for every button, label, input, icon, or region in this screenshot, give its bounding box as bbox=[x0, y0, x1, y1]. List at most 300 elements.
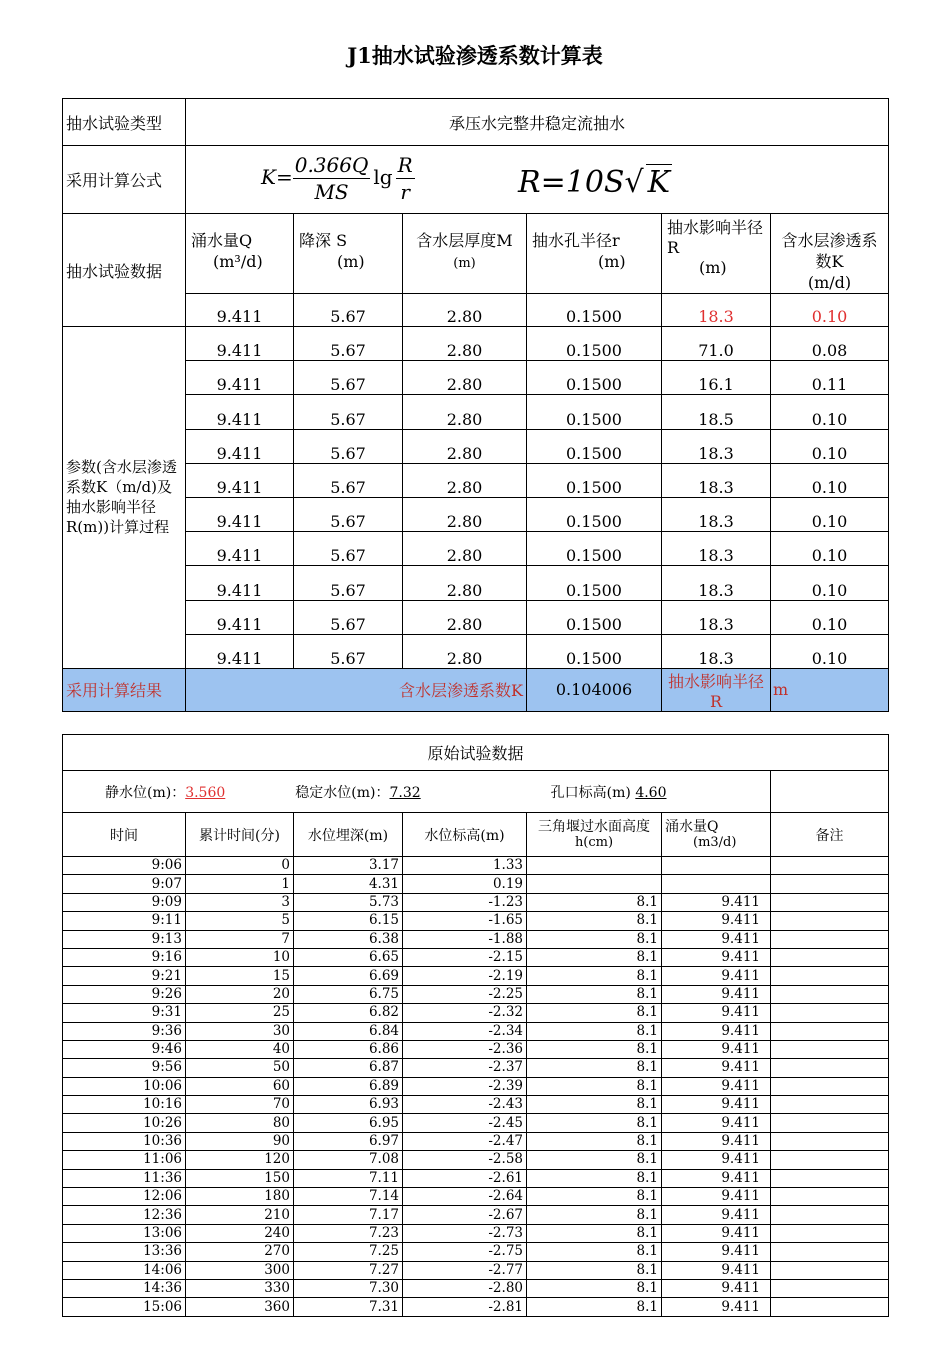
raw-cell: 9:56 bbox=[63, 1059, 186, 1077]
raw-cell: 13:06 bbox=[63, 1224, 186, 1242]
raw-cell: 8.1 bbox=[527, 967, 662, 985]
raw-cell: 9:09 bbox=[63, 893, 186, 911]
raw-row bbox=[63, 1132, 889, 1150]
iter-cell: 18.3 bbox=[662, 532, 771, 566]
raw-cell: 9:16 bbox=[63, 948, 186, 966]
raw-cell: 8.1 bbox=[527, 1279, 662, 1297]
header-q: 涌水量Q (m³/d) bbox=[186, 214, 294, 294]
iter-cell: 0.1500 bbox=[527, 566, 662, 600]
col-elapsed: 累计时间(分) bbox=[186, 813, 294, 857]
raw-row bbox=[63, 1243, 889, 1261]
raw-note-cell bbox=[771, 1224, 889, 1242]
iter-cell: 9.411 bbox=[186, 463, 294, 497]
formula-r: R=10S√ K bbox=[518, 165, 671, 200]
iter-cell: 9.411 bbox=[186, 566, 294, 600]
raw-cell: 10:36 bbox=[63, 1132, 186, 1150]
raw-cell: 9.411 bbox=[662, 1224, 771, 1242]
raw-cell: 8.1 bbox=[527, 1298, 662, 1316]
col-time: 时间 bbox=[63, 813, 186, 857]
raw-cell: 8.1 bbox=[527, 1261, 662, 1279]
raw-cell: -2.15 bbox=[403, 948, 527, 966]
raw-row bbox=[63, 1151, 889, 1169]
raw-cell: 8.1 bbox=[527, 1114, 662, 1132]
iter-cell: 9.411 bbox=[186, 327, 294, 361]
raw-cell: 360 bbox=[186, 1298, 294, 1316]
raw-cell: -2.34 bbox=[403, 1022, 527, 1040]
header-m: 含水层厚度M (m) bbox=[403, 214, 527, 294]
raw-cell: 60 bbox=[186, 1077, 294, 1095]
raw-cell: -2.67 bbox=[403, 1206, 527, 1224]
raw-cell: 9.411 bbox=[662, 1298, 771, 1316]
raw-cell: 8.1 bbox=[527, 1132, 662, 1150]
iter-cell: 2.80 bbox=[403, 395, 527, 429]
raw-cell: 6.82 bbox=[294, 1004, 403, 1022]
raw-cell: 80 bbox=[186, 1114, 294, 1132]
raw-row bbox=[63, 985, 889, 1003]
raw-row bbox=[63, 1169, 889, 1187]
raw-cell: 6.95 bbox=[294, 1114, 403, 1132]
raw-cell: 9:07 bbox=[63, 875, 186, 893]
raw-note-cell bbox=[771, 1040, 889, 1058]
raw-cell: 8.1 bbox=[527, 1224, 662, 1242]
header-r: 抽水孔半径r (m) bbox=[527, 214, 662, 294]
raw-cell: 7.27 bbox=[294, 1261, 403, 1279]
raw-cell: 9.411 bbox=[662, 1132, 771, 1150]
raw-title: 原始试验数据 bbox=[63, 735, 889, 771]
raw-cell: 9.411 bbox=[662, 1261, 771, 1279]
test-type-value: 承压水完整井稳定流抽水 bbox=[186, 99, 889, 146]
iter-cell: 0.1500 bbox=[527, 327, 662, 361]
iter-cell: 18.3 bbox=[662, 566, 771, 600]
raw-cell: 330 bbox=[186, 1279, 294, 1297]
raw-row bbox=[63, 875, 889, 893]
iter-row bbox=[63, 634, 889, 668]
raw-note-cell bbox=[771, 912, 889, 930]
iter-cell: 9.411 bbox=[186, 532, 294, 566]
iter-cell: 5.67 bbox=[294, 600, 403, 634]
blank-cell bbox=[771, 771, 889, 813]
raw-cell: 8.1 bbox=[527, 1188, 662, 1206]
raw-row bbox=[63, 1096, 889, 1114]
raw-cell: 9:06 bbox=[63, 857, 186, 875]
raw-cell: 15 bbox=[186, 967, 294, 985]
raw-cell: 10:06 bbox=[63, 1077, 186, 1095]
col-weir: 三角堰过水面高度 h(cm) bbox=[527, 813, 662, 857]
raw-row bbox=[63, 857, 889, 875]
raw-cell: 8.1 bbox=[527, 1059, 662, 1077]
raw-cell: 9.411 bbox=[662, 1188, 771, 1206]
iter-cell: 2.80 bbox=[403, 600, 527, 634]
raw-cell: 6.38 bbox=[294, 930, 403, 948]
raw-cell: 6.84 bbox=[294, 1022, 403, 1040]
raw-cell: 11:06 bbox=[63, 1151, 186, 1169]
raw-cell: 30 bbox=[186, 1022, 294, 1040]
raw-cell: 270 bbox=[186, 1243, 294, 1261]
raw-cell: 8.1 bbox=[527, 1004, 662, 1022]
col-note: 备注 bbox=[771, 813, 889, 857]
col-depth: 水位埋深(m) bbox=[294, 813, 403, 857]
iter-cell: 5.67 bbox=[294, 497, 403, 531]
raw-cell: 4.31 bbox=[294, 875, 403, 893]
iter-cell: 18.3 bbox=[662, 634, 771, 668]
iter-cell: 0.11 bbox=[771, 361, 889, 395]
raw-cell: -1.88 bbox=[403, 930, 527, 948]
iter-cell: 0.10 bbox=[771, 600, 889, 634]
formula-label: 采用计算公式 bbox=[63, 146, 186, 214]
raw-row bbox=[63, 948, 889, 966]
raw-cell: 9.411 bbox=[662, 893, 771, 911]
raw-cell: 90 bbox=[186, 1132, 294, 1150]
iter-row bbox=[63, 429, 889, 463]
raw-cell: 8.1 bbox=[527, 948, 662, 966]
data-m: 2.80 bbox=[403, 294, 527, 327]
raw-cell bbox=[662, 857, 771, 875]
raw-cell: 5.73 bbox=[294, 893, 403, 911]
raw-cell: 8.1 bbox=[527, 1077, 662, 1095]
raw-note-cell bbox=[771, 1096, 889, 1114]
iter-cell: 2.80 bbox=[403, 361, 527, 395]
raw-note-cell bbox=[771, 967, 889, 985]
raw-note-cell bbox=[771, 948, 889, 966]
raw-note-cell bbox=[771, 1004, 889, 1022]
raw-cell: 6.87 bbox=[294, 1059, 403, 1077]
iter-row bbox=[63, 566, 889, 600]
raw-note-cell bbox=[771, 1022, 889, 1040]
raw-cell: 8.1 bbox=[527, 912, 662, 930]
raw-cell: -2.32 bbox=[403, 1004, 527, 1022]
iter-row bbox=[63, 327, 889, 361]
raw-cell: 9.411 bbox=[662, 985, 771, 1003]
raw-note-cell bbox=[771, 857, 889, 875]
data-r: 0.1500 bbox=[527, 294, 662, 327]
raw-row bbox=[63, 1114, 889, 1132]
raw-cell: -2.19 bbox=[403, 967, 527, 985]
data-label: 抽水试验数据 bbox=[63, 214, 186, 327]
result-k-value: 0.104006 bbox=[527, 668, 662, 711]
raw-cell: -2.37 bbox=[403, 1059, 527, 1077]
raw-cell: 9.411 bbox=[662, 1279, 771, 1297]
raw-note-cell bbox=[771, 930, 889, 948]
raw-cell: 14:06 bbox=[63, 1261, 186, 1279]
raw-row bbox=[63, 1077, 889, 1095]
iter-cell: 0.10 bbox=[771, 395, 889, 429]
raw-cell: 9.411 bbox=[662, 1114, 771, 1132]
header-k: 含水层渗透系数K (m/d) bbox=[771, 214, 889, 294]
raw-cell: 180 bbox=[186, 1188, 294, 1206]
raw-cell: 10:16 bbox=[63, 1096, 186, 1114]
raw-cell: 8.1 bbox=[527, 1243, 662, 1261]
raw-note-cell bbox=[771, 1206, 889, 1224]
raw-cell: -2.64 bbox=[403, 1188, 527, 1206]
raw-cell: 10 bbox=[186, 948, 294, 966]
iter-cell: 0.10 bbox=[771, 532, 889, 566]
raw-note-cell bbox=[771, 1151, 889, 1169]
raw-cell: -2.77 bbox=[403, 1261, 527, 1279]
raw-cell: 8.1 bbox=[527, 1096, 662, 1114]
header-s: 降深 S (m) bbox=[294, 214, 403, 294]
iter-row bbox=[63, 532, 889, 566]
raw-cell: -2.58 bbox=[403, 1151, 527, 1169]
raw-cell: 9.411 bbox=[662, 1096, 771, 1114]
iter-label: 参数(含水层渗透系数K（m/d)及抽水影响半径R(m))计算过程 bbox=[63, 327, 186, 669]
raw-note-cell bbox=[771, 1169, 889, 1187]
raw-cell: 8.1 bbox=[527, 930, 662, 948]
iter-cell: 5.67 bbox=[294, 532, 403, 566]
iter-cell: 0.1500 bbox=[527, 497, 662, 531]
formula-k: K= $\frac{0.366Q}{MS}$ lg $\frac{R}{r}$ bbox=[261, 153, 413, 204]
raw-cell: 20 bbox=[186, 985, 294, 1003]
raw-cell: 13:36 bbox=[63, 1243, 186, 1261]
raw-cell: 7.11 bbox=[294, 1169, 403, 1187]
raw-cell: 14:36 bbox=[63, 1279, 186, 1297]
col-flow: 涌水量Q (m3/d) bbox=[662, 813, 771, 857]
raw-note-cell bbox=[771, 1114, 889, 1132]
iter-cell: 18.3 bbox=[662, 600, 771, 634]
iter-row bbox=[63, 497, 889, 531]
raw-cell: 9:46 bbox=[63, 1040, 186, 1058]
raw-cell: 9.411 bbox=[662, 1077, 771, 1095]
raw-cell: 7.23 bbox=[294, 1224, 403, 1242]
raw-cell: 8.1 bbox=[527, 1040, 662, 1058]
raw-cell: 9:36 bbox=[63, 1022, 186, 1040]
result-unit: m bbox=[771, 668, 889, 711]
raw-cell: 6.15 bbox=[294, 912, 403, 930]
raw-cell: 9.411 bbox=[662, 1004, 771, 1022]
raw-cell: 25 bbox=[186, 1004, 294, 1022]
iter-cell: 0.1500 bbox=[527, 395, 662, 429]
raw-note-cell bbox=[771, 1261, 889, 1279]
raw-row bbox=[63, 1004, 889, 1022]
iter-cell: 9.411 bbox=[186, 600, 294, 634]
raw-row bbox=[63, 1206, 889, 1224]
iter-cell: 5.67 bbox=[294, 361, 403, 395]
iter-cell: 18.3 bbox=[662, 497, 771, 531]
iter-cell: 0.10 bbox=[771, 429, 889, 463]
raw-cell: 7.31 bbox=[294, 1298, 403, 1316]
iter-cell: 2.80 bbox=[403, 532, 527, 566]
raw-row bbox=[63, 1022, 889, 1040]
raw-cell: 7.25 bbox=[294, 1243, 403, 1261]
iter-row bbox=[63, 395, 889, 429]
raw-cell: 7.30 bbox=[294, 1279, 403, 1297]
iter-cell: 9.411 bbox=[186, 395, 294, 429]
iter-cell: 9.411 bbox=[186, 497, 294, 531]
iter-cell: 2.80 bbox=[403, 327, 527, 361]
raw-cell: 11:36 bbox=[63, 1169, 186, 1187]
iter-cell: 18.3 bbox=[662, 463, 771, 497]
raw-cell bbox=[662, 875, 771, 893]
raw-row bbox=[63, 1040, 889, 1058]
data-row bbox=[63, 294, 889, 327]
raw-cell: 70 bbox=[186, 1096, 294, 1114]
raw-cell: 9.411 bbox=[662, 1040, 771, 1058]
raw-cell: 7.14 bbox=[294, 1188, 403, 1206]
raw-cell: 6.69 bbox=[294, 967, 403, 985]
calc-table bbox=[62, 98, 889, 712]
raw-row bbox=[63, 1298, 889, 1316]
iter-cell: 0.08 bbox=[771, 327, 889, 361]
raw-cell bbox=[527, 857, 662, 875]
raw-note-cell bbox=[771, 1188, 889, 1206]
raw-cell: 50 bbox=[186, 1059, 294, 1077]
raw-cell: 40 bbox=[186, 1040, 294, 1058]
raw-row bbox=[63, 1261, 889, 1279]
raw-cell: 9:26 bbox=[63, 985, 186, 1003]
raw-cell: 9.411 bbox=[662, 1022, 771, 1040]
raw-cell: 7.08 bbox=[294, 1151, 403, 1169]
raw-note-cell bbox=[771, 1059, 889, 1077]
result-label: 采用计算结果 bbox=[63, 668, 186, 711]
raw-cell: -2.43 bbox=[403, 1096, 527, 1114]
formula-cell bbox=[186, 146, 889, 214]
iter-row bbox=[63, 463, 889, 497]
raw-cell: 12:06 bbox=[63, 1188, 186, 1206]
iter-cell: 0.1500 bbox=[527, 463, 662, 497]
raw-cell: 3.17 bbox=[294, 857, 403, 875]
raw-cell: 9:31 bbox=[63, 1004, 186, 1022]
iter-cell: 2.80 bbox=[403, 463, 527, 497]
iter-cell: 5.67 bbox=[294, 566, 403, 600]
iter-cell: 0.1500 bbox=[527, 361, 662, 395]
raw-cell: 9.411 bbox=[662, 1206, 771, 1224]
raw-row bbox=[63, 1059, 889, 1077]
iter-cell: 5.67 bbox=[294, 634, 403, 668]
raw-cell: -1.65 bbox=[403, 912, 527, 930]
data-s: 5.67 bbox=[294, 294, 403, 327]
raw-cell: 8.1 bbox=[527, 1206, 662, 1224]
result-r-label: 抽水影响半径R bbox=[662, 668, 771, 711]
raw-cell: 6.93 bbox=[294, 1096, 403, 1114]
raw-cell: -2.73 bbox=[403, 1224, 527, 1242]
iter-cell: 0.10 bbox=[771, 566, 889, 600]
raw-cell: 9:13 bbox=[63, 930, 186, 948]
data-k: 0.10 bbox=[771, 294, 889, 327]
raw-note-cell bbox=[771, 1243, 889, 1261]
iter-cell: 0.1500 bbox=[527, 600, 662, 634]
raw-row bbox=[63, 1188, 889, 1206]
raw-cell: 7.17 bbox=[294, 1206, 403, 1224]
iter-cell: 5.67 bbox=[294, 327, 403, 361]
raw-cell: 9.411 bbox=[662, 1243, 771, 1261]
raw-note-cell bbox=[771, 893, 889, 911]
raw-cell: 0.19 bbox=[403, 875, 527, 893]
iter-cell: 0.1500 bbox=[527, 429, 662, 463]
raw-cell: 1.33 bbox=[403, 857, 527, 875]
raw-row bbox=[63, 893, 889, 911]
raw-cell: 5 bbox=[186, 912, 294, 930]
raw-cell: -2.80 bbox=[403, 1279, 527, 1297]
raw-note-cell bbox=[771, 1132, 889, 1150]
raw-cell: 8.1 bbox=[527, 893, 662, 911]
iter-cell: 18.5 bbox=[662, 395, 771, 429]
iter-cell: 71.0 bbox=[662, 327, 771, 361]
raw-cell: -2.75 bbox=[403, 1243, 527, 1261]
raw-cell: 240 bbox=[186, 1224, 294, 1242]
iter-cell: 16.1 bbox=[662, 361, 771, 395]
raw-cell bbox=[527, 875, 662, 893]
iter-cell: 5.67 bbox=[294, 429, 403, 463]
raw-cell: 9.411 bbox=[662, 948, 771, 966]
raw-cell: 12:36 bbox=[63, 1206, 186, 1224]
water-level-info: 静水位(m)：3.560 稳定水位(m)：7.32 孔口标高(m) 4.60 bbox=[63, 771, 771, 813]
iter-cell: 2.80 bbox=[403, 566, 527, 600]
raw-row bbox=[63, 912, 889, 930]
raw-cell: -2.61 bbox=[403, 1169, 527, 1187]
raw-cell: -2.36 bbox=[403, 1040, 527, 1058]
data-q: 9.411 bbox=[186, 294, 294, 327]
page-title: J1抽水试验渗透系数计算表 bbox=[347, 43, 603, 68]
raw-cell: 3 bbox=[186, 893, 294, 911]
col-elevation: 水位标高(m) bbox=[403, 813, 527, 857]
raw-cell: -1.23 bbox=[403, 893, 527, 911]
data-R: 18.3 bbox=[662, 294, 771, 327]
raw-row bbox=[63, 1279, 889, 1297]
iter-cell: 0.10 bbox=[771, 463, 889, 497]
raw-note-cell bbox=[771, 875, 889, 893]
raw-cell: 210 bbox=[186, 1206, 294, 1224]
iter-cell: 0.1500 bbox=[527, 532, 662, 566]
raw-cell: 9.411 bbox=[662, 1059, 771, 1077]
raw-cell: 6.97 bbox=[294, 1132, 403, 1150]
iter-cell: 18.3 bbox=[662, 429, 771, 463]
raw-cell: 7 bbox=[186, 930, 294, 948]
raw-cell: -2.47 bbox=[403, 1132, 527, 1150]
raw-cell: 15:06 bbox=[63, 1298, 186, 1316]
raw-note-cell bbox=[771, 1077, 889, 1095]
raw-cell: -2.39 bbox=[403, 1077, 527, 1095]
raw-cell: 1 bbox=[186, 875, 294, 893]
raw-cell: 9:21 bbox=[63, 967, 186, 985]
iter-cell: 0.1500 bbox=[527, 634, 662, 668]
result-k-label: 含水层渗透系数K bbox=[186, 668, 527, 711]
iter-cell: 9.411 bbox=[186, 634, 294, 668]
raw-note-cell bbox=[771, 1279, 889, 1297]
header-R: 抽水影响半径R (m) bbox=[662, 214, 771, 294]
raw-row bbox=[63, 930, 889, 948]
iter-cell: 2.80 bbox=[403, 497, 527, 531]
test-type-label: 抽水试验类型 bbox=[63, 99, 186, 146]
iter-cell: 0.10 bbox=[771, 634, 889, 668]
raw-cell: -2.25 bbox=[403, 985, 527, 1003]
raw-cell: 8.1 bbox=[527, 1169, 662, 1187]
raw-note-cell bbox=[771, 985, 889, 1003]
iter-cell: 2.80 bbox=[403, 429, 527, 463]
raw-cell: 9.411 bbox=[662, 1151, 771, 1169]
raw-cell: 300 bbox=[186, 1261, 294, 1279]
iter-cell: 9.411 bbox=[186, 361, 294, 395]
raw-data-table bbox=[62, 734, 889, 1317]
iter-cell: 5.67 bbox=[294, 463, 403, 497]
raw-cell: 9:11 bbox=[63, 912, 186, 930]
raw-cell: 120 bbox=[186, 1151, 294, 1169]
raw-row bbox=[63, 967, 889, 985]
raw-cell: -2.81 bbox=[403, 1298, 527, 1316]
iter-row bbox=[63, 600, 889, 634]
raw-cell: 150 bbox=[186, 1169, 294, 1187]
raw-cell: 6.86 bbox=[294, 1040, 403, 1058]
raw-row bbox=[63, 1224, 889, 1242]
raw-note-cell bbox=[771, 1298, 889, 1316]
raw-cell: -2.45 bbox=[403, 1114, 527, 1132]
raw-cell: 9.411 bbox=[662, 967, 771, 985]
raw-cell: 8.1 bbox=[527, 1022, 662, 1040]
raw-cell: 8.1 bbox=[527, 985, 662, 1003]
iter-row bbox=[63, 361, 889, 395]
raw-cell: 6.75 bbox=[294, 985, 403, 1003]
raw-cell: 10:26 bbox=[63, 1114, 186, 1132]
iter-cell: 9.411 bbox=[186, 429, 294, 463]
raw-cell: 8.1 bbox=[527, 1151, 662, 1169]
